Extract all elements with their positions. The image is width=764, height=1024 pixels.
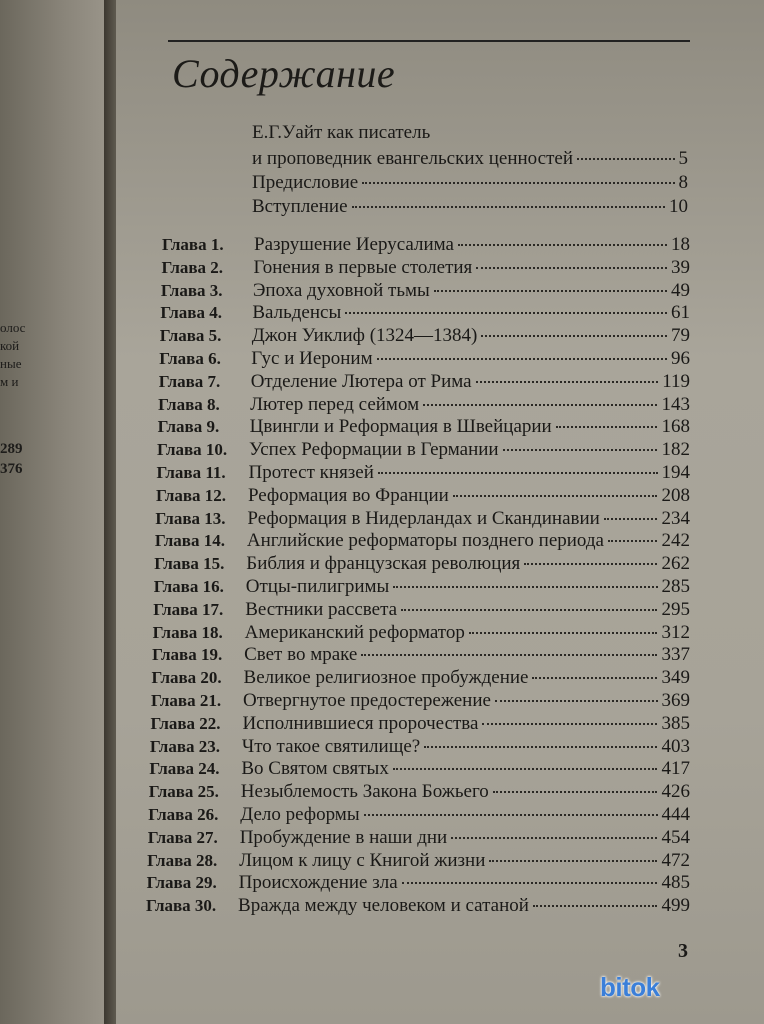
chapter-title: Дело реформы	[240, 804, 360, 825]
chapter-page: 426	[661, 781, 690, 803]
chapter-label: Глава 7.	[158, 371, 221, 391]
dot-leader	[345, 312, 667, 314]
chapter-title: Отвергнутое предостережение	[243, 690, 491, 711]
chapter-label: Глава 14.	[154, 531, 225, 551]
toc-chapter-entry	[159, 348, 690, 372]
left-page-fragment: ные	[0, 356, 22, 371]
chapter-page: 168	[661, 416, 690, 438]
chapter-page: 312	[661, 621, 690, 643]
chapter-title: Реформация в Нидерландах и Скандинавии	[247, 507, 600, 529]
chapter-title: Успех Реформации в Германии	[249, 439, 499, 461]
dot-leader	[608, 540, 658, 542]
entry-title: Вступление	[252, 196, 348, 217]
dot-leader	[364, 814, 658, 816]
chapter-label: Глава 8.	[158, 394, 220, 414]
toc-chapter-entry	[153, 622, 690, 646]
chapter-page: 369	[661, 690, 690, 711]
dot-leader	[532, 677, 657, 679]
chapter-label: Глава 3.	[160, 280, 223, 300]
dot-leader	[352, 206, 665, 208]
chapter-label: Глава 19.	[152, 645, 223, 665]
entry-page: 8	[678, 172, 688, 193]
toc-chapter-entry	[147, 850, 690, 874]
toc-intro-entry	[252, 148, 688, 172]
chapter-label: Глава 6.	[159, 349, 221, 368]
chapter-page: 499	[661, 895, 690, 917]
chapter-label: Глава 5.	[159, 326, 222, 346]
chapter-label: Глава 27.	[147, 827, 218, 847]
chapter-page: 454	[661, 826, 690, 848]
toc-chapter-entry	[146, 895, 690, 919]
toc-chapter-entry	[153, 599, 690, 623]
chapter-page: 337	[661, 644, 690, 666]
chapter-page: 242	[661, 530, 690, 552]
chapter-label: Глава 26.	[148, 805, 219, 824]
dot-leader	[476, 381, 659, 383]
chapter-label: Глава 25.	[148, 782, 219, 802]
entry-page: 10	[669, 196, 688, 217]
dot-leader	[402, 882, 658, 884]
toc-intro-entry	[252, 172, 688, 196]
dot-leader	[604, 518, 658, 520]
dot-leader	[434, 290, 667, 292]
chapter-title: Незыблемость Закона Божьего	[240, 781, 489, 803]
dot-leader	[377, 358, 667, 360]
dot-leader	[533, 905, 658, 907]
toc-chapter-entry	[155, 530, 690, 554]
left-page-edge	[0, 0, 108, 1024]
chapter-page: 472	[661, 849, 690, 871]
toc-chapter-entry	[148, 804, 690, 828]
chapter-title: Вальденсы	[252, 302, 342, 324]
toc-chapter-entry	[160, 325, 690, 349]
chapter-page: 61	[670, 302, 690, 324]
chapter-page: 285	[661, 576, 690, 597]
dot-leader	[493, 791, 658, 793]
chapter-label: Глава 17.	[153, 599, 224, 619]
chapter-title: Гонения в первые столетия	[253, 256, 473, 278]
chapter-title: Джон Уиклиф (1324—1384)	[251, 325, 478, 347]
toc-chapter-entry	[159, 371, 690, 395]
chapter-page: 417	[661, 758, 690, 780]
page-title: Содержание	[172, 51, 396, 96]
chapter-title: Свет во мраке	[244, 644, 358, 666]
dot-leader	[503, 449, 658, 451]
chapter-label: Глава 16.	[153, 577, 224, 596]
left-page-fragment: 289	[0, 441, 23, 457]
chapter-title: Гус и Иероним	[251, 348, 373, 369]
toc-chapter-entry	[154, 576, 690, 600]
chapter-label: Глава 4.	[160, 303, 222, 323]
chapter-title: Вестники рассвета	[245, 598, 398, 620]
left-page-fragment: м и	[0, 374, 19, 389]
toc-chapter-entry	[148, 827, 690, 851]
chapter-title: Вражда между человеком и сатаной	[238, 895, 529, 917]
chapter-label: Глава 29.	[146, 873, 217, 893]
left-page-fragment: 376	[0, 461, 23, 477]
chapter-page: 234	[661, 507, 690, 529]
chapter-title: Протест князей	[248, 462, 374, 483]
dot-leader	[451, 837, 657, 839]
dot-leader	[458, 244, 667, 246]
toc-chapter-entry	[161, 280, 690, 304]
chapter-page: 96	[671, 348, 690, 369]
chapter-title: Эпоха духовной тьмы	[252, 279, 430, 301]
entry-title: Предисловие	[252, 172, 359, 193]
chapter-page: 119	[662, 370, 690, 392]
chapter-label: Глава 2.	[161, 257, 224, 277]
dot-leader	[393, 768, 658, 770]
watermark-logo	[600, 972, 660, 1003]
chapter-title: Происхождение зла	[238, 872, 398, 894]
chapter-page: 182	[661, 439, 690, 461]
chapter-page: 208	[661, 484, 690, 506]
chapter-page: 385	[661, 712, 690, 734]
dot-leader	[495, 700, 658, 702]
chapter-label: Глава 1.	[162, 235, 224, 254]
intro-line-1: Е.Г.Уайт как писатель	[252, 122, 431, 143]
chapter-title: Лютер перед сеймом	[250, 393, 420, 415]
dot-leader	[524, 563, 657, 565]
chapter-title: Цвингли и Реформация в Швейцарии	[249, 416, 552, 438]
toc-chapter-entry	[152, 667, 690, 691]
chapter-label: Глава 12.	[155, 485, 227, 505]
entry-title: и проповедник евангельских ценностей	[252, 148, 573, 169]
header-rule	[168, 40, 690, 42]
dot-leader	[424, 746, 657, 748]
chapter-title: Отделение Лютера от Рима	[250, 370, 472, 392]
toc-chapter-entry	[147, 872, 690, 896]
dot-leader	[393, 586, 657, 588]
toc-chapter-entry	[151, 690, 690, 714]
chapter-page: 262	[661, 553, 690, 575]
chapter-title: Английские реформаторы позднего периода	[246, 530, 604, 552]
chapter-title: Во Святом святых	[241, 758, 389, 780]
dot-leader	[481, 335, 667, 337]
chapter-page: 18	[671, 234, 690, 255]
toc-chapter-entry	[156, 485, 690, 509]
toc-chapter-entry	[157, 462, 691, 486]
dot-leader	[453, 495, 658, 497]
chapter-page: 49	[670, 279, 690, 301]
toc-chapter-entry	[149, 758, 690, 782]
chapter-label: Глава 9.	[157, 417, 220, 437]
chapter-title: Лицом к лицу с Книгой жизни	[239, 849, 486, 871]
chapter-title: Исполнившиеся пророчества	[242, 712, 479, 734]
dot-leader	[556, 426, 658, 428]
toc-chapter-entry	[149, 781, 690, 805]
chapter-page: 295	[661, 598, 690, 620]
chapter-label: Глава 23.	[149, 736, 221, 756]
chapter-page: 485	[661, 872, 690, 894]
chapter-page: 39	[670, 256, 690, 278]
chapter-title: Библия и французская революция	[246, 553, 521, 575]
chapter-label: Глава 10.	[157, 440, 228, 460]
toc-chapter-entry	[150, 736, 690, 760]
toc-chapter-entry	[160, 302, 690, 326]
chapter-label: Глава 13.	[155, 508, 226, 528]
chapter-label: Глава 15.	[154, 554, 225, 574]
left-page-fragment: олос	[0, 320, 26, 335]
chapter-label: Глава 28.	[147, 850, 218, 870]
chapter-page: 143	[661, 393, 690, 415]
chapter-page: 79	[670, 325, 690, 347]
toc-chapter-entry	[150, 713, 690, 737]
chapter-label: Глава 30.	[146, 896, 217, 916]
dot-leader	[482, 723, 657, 725]
chapter-page: 444	[661, 804, 690, 825]
dot-leader	[577, 158, 675, 160]
dot-leader	[476, 267, 667, 269]
dot-leader	[378, 472, 658, 474]
page-number: 3	[678, 940, 688, 962]
toc-chapter-entry	[158, 416, 690, 440]
chapter-label: Глава 21.	[151, 691, 222, 710]
chapter-title: Великое религиозное пробуждение	[243, 667, 529, 689]
chapter-title: Что такое святилище?	[241, 735, 421, 757]
toc-chapter-entry	[154, 553, 690, 577]
chapter-title: Американский реформатор	[244, 621, 465, 643]
chapter-title: Пробуждение в наши дни	[239, 826, 448, 848]
chapter-title: Реформация во Франции	[247, 484, 449, 506]
chapter-page: 194	[661, 462, 690, 483]
dot-leader	[469, 632, 658, 634]
toc-chapter-entry	[161, 257, 690, 281]
dot-leader	[423, 404, 657, 406]
chapter-title: Разрушение Иерусалима	[254, 234, 454, 255]
chapter-label: Глава 20.	[151, 668, 222, 688]
chapter-label: Глава 22.	[150, 713, 221, 733]
chapter-label: Глава 24.	[149, 759, 220, 779]
dot-leader	[361, 654, 657, 656]
watermark-text: bitok	[600, 972, 660, 1002]
chapter-label: Глава 11.	[156, 463, 226, 482]
chapter-page: 349	[661, 667, 690, 689]
toc-chapter-entry	[162, 234, 690, 258]
chapter-page: 403	[661, 735, 690, 757]
dot-leader	[489, 860, 657, 862]
toc-chapter-entry	[157, 439, 690, 463]
dot-leader	[401, 609, 657, 611]
toc-chapter-entry	[152, 644, 690, 668]
chapter-title: Отцы-пилигримы	[245, 576, 390, 597]
toc-chapter-entry	[158, 394, 690, 418]
chapter-label: Глава 18.	[152, 622, 223, 642]
entry-page: 5	[678, 148, 688, 169]
toc-chapter-entry	[155, 508, 690, 532]
toc-intro-entry	[252, 196, 688, 220]
left-page-fragment: кой	[0, 338, 20, 353]
dot-leader	[362, 182, 674, 184]
